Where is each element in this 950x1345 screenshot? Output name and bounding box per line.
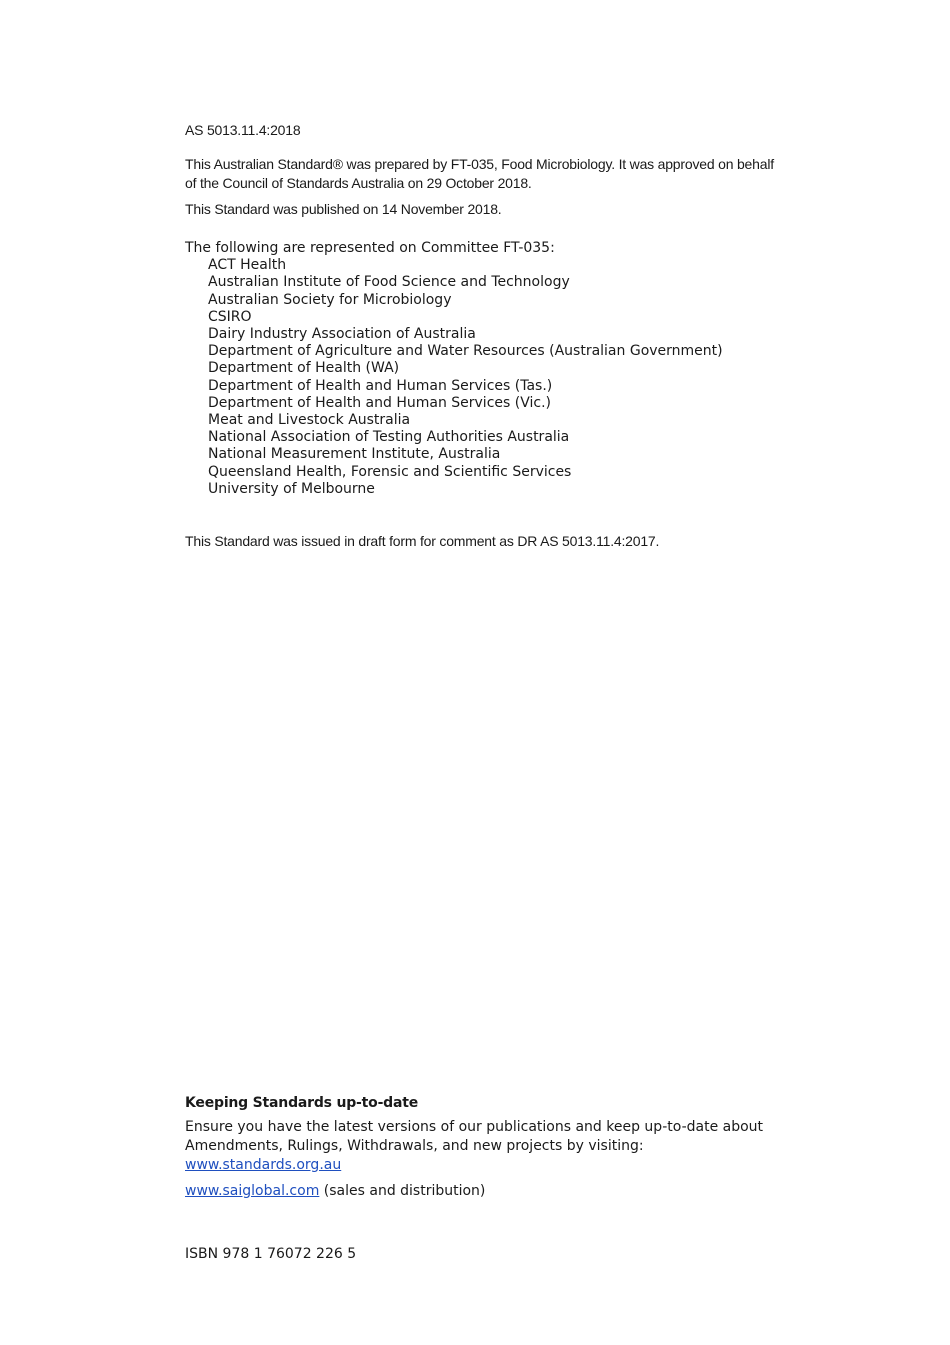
committee-member: Meat and Livestock Australia: [208, 412, 411, 429]
isbn: ISBN 978 1 76072 226 5: [185, 1246, 357, 1262]
committee-member: National Association of Testing Authorities Australia: [208, 429, 570, 446]
saiglobal-website-link[interactable]: www.saiglobal.com: [185, 1183, 320, 1199]
committee-member: Dairy Industry Association of Australia: [208, 326, 476, 343]
standard-number: AS 5013.11.4:2018: [185, 122, 301, 138]
committee-member: Queensland Health, Forensic and Scientific Services: [208, 463, 572, 480]
keeping-body-text: Ensure you have the latest versions of our publications and keep up-to-date about Amendments, Rulings, Withdrawals, and new projects by visiting:: [185, 1119, 764, 1154]
committee-member: Department of Health and Human Services (Vic.): [208, 394, 551, 411]
keeping-up-to-date-section: [185, 1095, 785, 1201]
standards-website-link[interactable]: www.standards.org.au: [185, 1157, 342, 1173]
committee-member: Australian Society for Microbiology: [208, 291, 452, 308]
committee-member: University of Melbourne: [208, 480, 375, 497]
committee-member: Department of Health and Human Services (Tas.): [208, 377, 553, 394]
committee-member: CSIRO: [208, 308, 252, 325]
committee-section: [185, 240, 723, 498]
committee-member: Australian Institute of Food Science and Technology: [208, 274, 570, 291]
keeping-heading: Keeping Standards up-to-date: [185, 1095, 419, 1111]
committee-member: Department of Agriculture and Water Resources (Australian Government): [208, 343, 723, 360]
document-page: [185, 0, 785, 1345]
draft-statement: This Standard was issued in draft form for comment as DR AS 5013.11.4:2017.: [185, 533, 660, 549]
committee-member: National Measurement Institute, Australia: [208, 446, 501, 463]
saiglobal-suffix: (sales and distribution): [319, 1183, 486, 1199]
committee-member: ACT Health: [208, 257, 287, 274]
saiglobal-line: [185, 1182, 785, 1201]
committee-intro: The following are represented on Committee FT-035:: [185, 240, 555, 256]
committee-member: Department of Health (WA): [208, 360, 400, 377]
keeping-body: [185, 1118, 785, 1175]
publication-statement: This Standard was published on 14 November 2018.: [185, 201, 502, 217]
preparation-statement: This Australian Standard® was prepared by FT-035, Food Microbiology. It was approved on behalf of the Council of Standards Australia on 29 October 2018.: [185, 156, 774, 191]
committee-member-list: [185, 257, 723, 498]
